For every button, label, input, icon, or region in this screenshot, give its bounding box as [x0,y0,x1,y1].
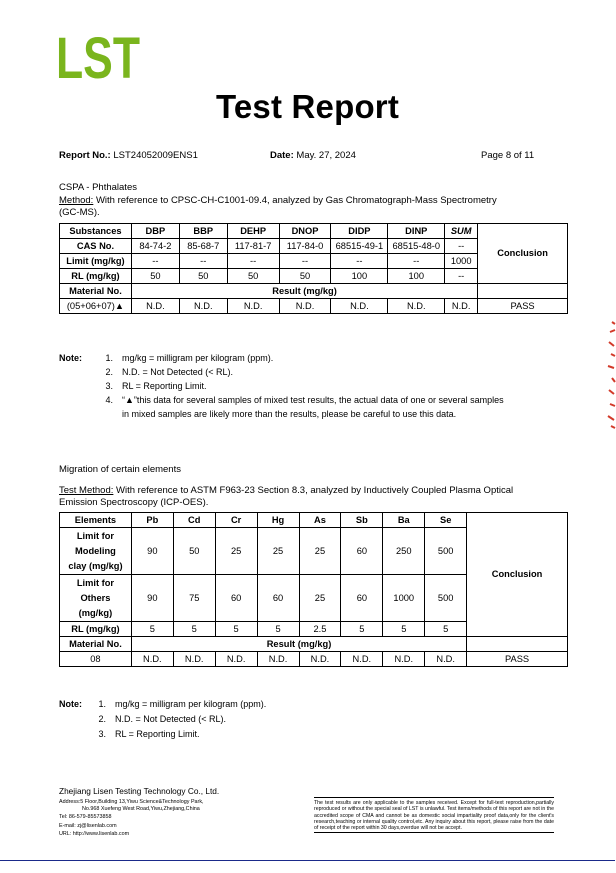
result-cell: N.D. [257,652,299,667]
table-row [60,224,568,239]
limit-cell: -- [279,254,331,269]
limit-cell: 500 [425,528,467,575]
rl-cell: 100 [388,269,445,284]
result-cell: N.D. [227,299,279,314]
table-row [60,299,568,314]
result-cell: N.D. [173,652,215,667]
limit-cell: 1000 [383,575,425,622]
result-cell: N.D. [388,299,445,314]
section1-method: Method: With reference to CPSC-CH-C1001-09.4, analyzed by Gas Chromatograph-Mass Spectrometry (GC-MS). [59,195,497,218]
result-cell: N.D. [331,299,388,314]
result-header: Result (mg/kg) [131,284,477,299]
note-label: Note: [59,699,82,709]
section2-notes: Note: 1. mg/kg = milligram per kilogram (ppm). 2. N.D. = Not Detected (< RL). 3. RL = Reporting Limit. [59,699,267,739]
section1-name: CSPA - Phthalates [59,182,137,193]
element-cell: Hg [257,513,299,528]
page-title: Test Report [215,88,400,125]
limit-cell: 500 [425,575,467,622]
limit-cell: 1000 [445,254,478,269]
result-cell: N.D. [131,299,179,314]
cas-cell: 68515-49-1 [331,239,388,254]
cas-cell: -- [445,239,478,254]
header-cell: Limit for Others (mg/kg) [60,575,132,622]
footer-url: URL: http://www.lisenlab.com [59,830,130,837]
header-cell: Limit (mg/kg) [60,254,132,269]
cas-cell: 85-68-7 [179,239,227,254]
limit-cell: -- [131,254,179,269]
report-number: Report No.: LST24052009ENS1 [59,150,198,161]
conclusion-header: Conclusion [467,513,568,637]
empty-cell [478,284,568,299]
header-cell: Substances [60,224,132,239]
element-cell: Ba [383,513,425,528]
note-label: Note: [59,353,82,363]
cas-cell: 84-74-2 [131,239,179,254]
rl-cell: 50 [279,269,331,284]
elements-table [59,512,568,667]
conclusion-header: Conclusion [478,224,568,284]
result-cell: N.D. [215,652,257,667]
result-cell: N.D. [179,299,227,314]
footer-email: E-mail: zj@lisenlab.com [59,822,117,829]
limit-cell: 25 [215,528,257,575]
table-row [60,284,568,299]
limit-cell: 60 [341,575,383,622]
cas-cell: 68515-48-0 [388,239,445,254]
limit-cell: 90 [131,528,173,575]
element-cell: Sb [341,513,383,528]
rl-cell: 5 [425,622,467,637]
result-cell: N.D. [299,652,341,667]
header-cell: RL (mg/kg) [60,269,132,284]
conclusion-cell: PASS [467,652,568,667]
lst-logo [56,26,141,91]
rl-cell: 5 [131,622,173,637]
footer-company: Zhejiang Lisen Testing Technology Co., Ltd. [59,786,220,796]
limit-cell: -- [331,254,388,269]
limit-cell: 250 [383,528,425,575]
section2-name: Migration of certain elements [59,464,181,475]
result-header: Result (mg/kg) [131,637,466,652]
limit-cell: 25 [299,528,341,575]
note-continuation: in mixed samples are likely more than the results, please be careful to use this data. [122,409,457,419]
official-seal-stamp [600,320,616,430]
result-cell: N.D. [341,652,383,667]
page-number: Page 8 of 11 [481,150,535,161]
header-cell: Material No. [60,284,132,299]
element-cell: Se [425,513,467,528]
footer-disclaimer: The test results are only applicable to the samples received. Except for full-text reproduction,partially reproduced or without the special seal of LST is unlawful. Test items/methods of this report are not in the accredited scope of CMA and cannot be as domestic social impartiality proof data,only for the client's research,teaching or internal quality control,etc. Any inquiry about this report, please raise from the date of receipt of the report within 30 days,overdue will not be accept. [314,797,554,833]
rl-cell: 100 [331,269,388,284]
substance-cell: DIDP [331,224,388,239]
rl-cell: 50 [227,269,279,284]
phthalates-table [59,223,568,314]
rl-cell: 5 [215,622,257,637]
limit-cell: 60 [341,528,383,575]
limit-cell: 25 [257,528,299,575]
rl-cell: -- [445,269,478,284]
limit-cell: 50 [173,528,215,575]
rl-cell: 50 [179,269,227,284]
limit-cell: 90 [131,575,173,622]
element-cell: As [299,513,341,528]
element-cell: Cd [173,513,215,528]
footer-tel: Tel: 86-579-85573858 [59,814,112,821]
rl-cell: 5 [341,622,383,637]
footer-address-1: Address:5 Floor,Building 13,Yiwu Science&Technology Park, [59,799,204,805]
header-cell: Limit for Modeling clay (mg/kg) [60,528,132,575]
result-cell: N.D. [383,652,425,667]
rl-cell: 2.5 [299,622,341,637]
footer-address-2: No.968 Xuefeng West Road,Yiwu,Zhejiang,China [82,806,200,813]
material-cell: (05+06+07)▲ [60,299,132,314]
limit-cell: 25 [299,575,341,622]
section1-notes: Note: 1. mg/kg = milligram per kilogram (ppm). 2. N.D. = Not Detected (< RL). 3. RL = Reporting Limit. 4. “▲”this data for several samples of mixed test results, the actual data of one or several samples in mixed samples are likely more than the results, please be careful to use this data. [59,353,504,419]
limit-cell: 75 [173,575,215,622]
limit-cell: -- [227,254,279,269]
table-row [60,637,568,652]
cas-cell: 117-84-0 [279,239,331,254]
limit-cell: -- [179,254,227,269]
rl-cell: 5 [257,622,299,637]
substance-cell: DEHP [227,224,279,239]
conclusion-cell: PASS [478,299,568,314]
header-cell: RL (mg/kg) [60,622,132,637]
material-cell: 08 [60,652,132,667]
substance-cell: DNOP [279,224,331,239]
header-cell: Elements [60,513,132,528]
result-cell: N.D. [445,299,478,314]
empty-cell [467,637,568,652]
limit-cell: -- [388,254,445,269]
rl-cell: 50 [131,269,179,284]
substance-cell: BBP [179,224,227,239]
logo-lettering: LST [56,26,140,91]
element-cell: Pb [131,513,173,528]
page-bottom-rule [0,860,615,861]
result-cell: N.D. [279,299,331,314]
limit-cell: 60 [215,575,257,622]
footer-contact [59,799,299,838]
substance-cell: SUM [445,224,478,239]
section2-method: Test Method: With reference to ASTM F963-23 Section 8.3, analyzed by Inductively Coupled Plasma Optical Emission Spectroscopy (ICP-OES). [59,485,514,508]
cas-cell: 117-81-7 [227,239,279,254]
limit-cell: 60 [257,575,299,622]
report-date: Date: May. 27, 2024 [270,150,356,161]
rl-cell: 5 [173,622,215,637]
table-row [60,652,568,667]
header-cell: CAS No. [60,239,132,254]
table-row [60,513,568,528]
substance-cell: DBP [131,224,179,239]
result-cell: N.D. [425,652,467,667]
result-cell: N.D. [131,652,173,667]
header-cell: Material No. [60,637,132,652]
substance-cell: DINP [388,224,445,239]
element-cell: Cr [215,513,257,528]
rl-cell: 5 [383,622,425,637]
